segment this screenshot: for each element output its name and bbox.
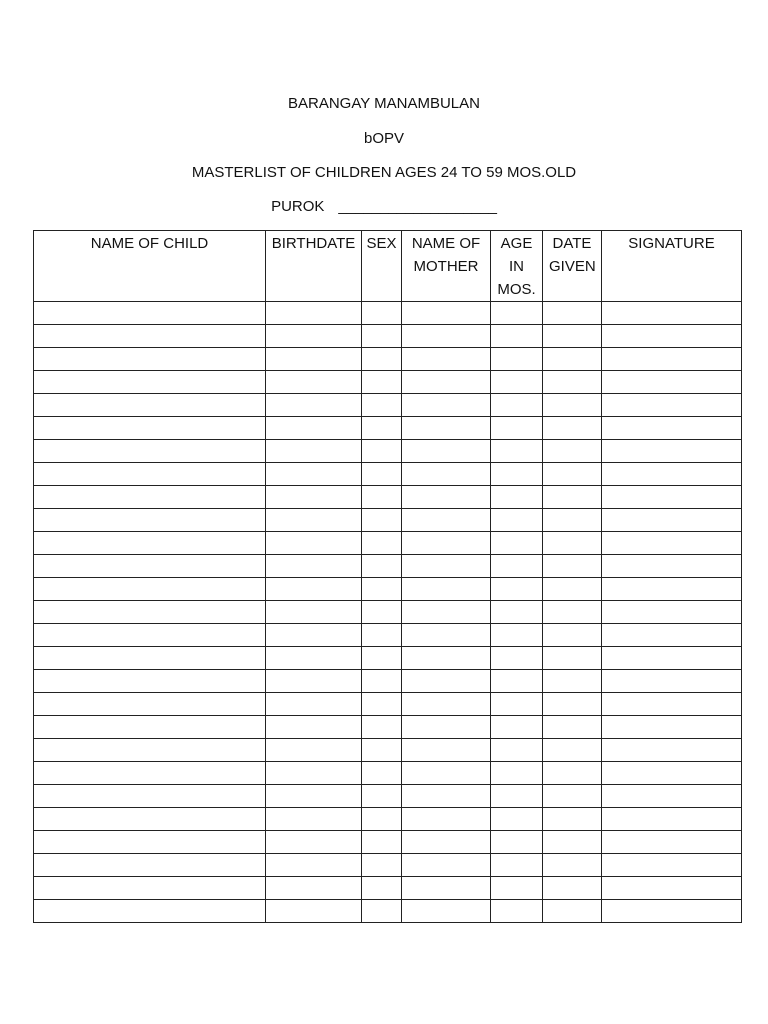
table-cell[interactable]: [491, 394, 543, 417]
table-cell[interactable]: [402, 394, 491, 417]
table-cell[interactable]: [266, 693, 362, 716]
table-cell[interactable]: [266, 302, 362, 325]
table-cell[interactable]: [266, 417, 362, 440]
table-cell[interactable]: [402, 578, 491, 601]
table-cell[interactable]: [266, 647, 362, 670]
header-row: [34, 231, 742, 302]
table-cell[interactable]: [266, 440, 362, 463]
table-cell[interactable]: [543, 440, 602, 463]
table-cell[interactable]: [402, 509, 491, 532]
purok-label: PUROK: [271, 198, 325, 215]
table-cell[interactable]: [602, 578, 742, 601]
table-cell[interactable]: [34, 440, 266, 463]
table-cell[interactable]: [602, 762, 742, 785]
table-cell[interactable]: [402, 785, 491, 808]
column-header-age-in-mos: AGE IN MOS.: [491, 231, 543, 302]
table-cell[interactable]: [266, 555, 362, 578]
table-cell[interactable]: [34, 555, 266, 578]
table-cell[interactable]: [543, 463, 602, 486]
table-cell[interactable]: [362, 440, 402, 463]
table-cell[interactable]: [602, 463, 742, 486]
table-row: [34, 693, 742, 716]
table-cell[interactable]: [543, 739, 602, 762]
table-cell[interactable]: [491, 739, 543, 762]
table-cell[interactable]: [362, 601, 402, 624]
table-cell[interactable]: [602, 440, 742, 463]
table-cell[interactable]: [543, 624, 602, 647]
table-row: [34, 371, 742, 394]
table-cell[interactable]: [491, 808, 543, 831]
table-cell[interactable]: [34, 348, 266, 371]
table-row: [34, 440, 742, 463]
table-cell[interactable]: [266, 463, 362, 486]
table-cell[interactable]: [362, 624, 402, 647]
table-cell[interactable]: [491, 647, 543, 670]
table-cell[interactable]: [491, 302, 543, 325]
table-cell[interactable]: [34, 486, 266, 509]
table-cell[interactable]: [266, 670, 362, 693]
table-cell[interactable]: [543, 325, 602, 348]
table-cell[interactable]: [402, 739, 491, 762]
table-cell[interactable]: [362, 578, 402, 601]
table-cell[interactable]: [362, 808, 402, 831]
table-row: [34, 670, 742, 693]
table-cell[interactable]: [543, 371, 602, 394]
table-cell[interactable]: [34, 417, 266, 440]
table-cell[interactable]: [266, 900, 362, 923]
table-cell[interactable]: [602, 808, 742, 831]
table-cell[interactable]: [34, 762, 266, 785]
table-cell[interactable]: [491, 371, 543, 394]
table-row: [34, 716, 742, 739]
table-row: [34, 555, 742, 578]
table-cell[interactable]: [362, 486, 402, 509]
table-cell[interactable]: [362, 509, 402, 532]
table-cell[interactable]: [34, 739, 266, 762]
table-cell[interactable]: [491, 578, 543, 601]
table-cell[interactable]: [34, 831, 266, 854]
table-cell[interactable]: [602, 348, 742, 371]
masterlist-table: [33, 230, 742, 923]
table-cell[interactable]: [602, 371, 742, 394]
table-cell[interactable]: [266, 831, 362, 854]
table-row: [34, 578, 742, 601]
table-cell[interactable]: [34, 877, 266, 900]
table-cell[interactable]: [402, 371, 491, 394]
column-header-sex: SEX: [362, 231, 402, 302]
table-cell[interactable]: [491, 693, 543, 716]
table-cell[interactable]: [602, 417, 742, 440]
program-heading: bOPV: [363, 130, 405, 147]
column-header-signature: SIGNATURE: [602, 231, 742, 302]
table-cell[interactable]: [402, 325, 491, 348]
table-row: [34, 739, 742, 762]
barangay-heading: BARANGAY MANAMBULAN: [288, 95, 480, 112]
table-cell[interactable]: [34, 716, 266, 739]
table-cell[interactable]: [362, 302, 402, 325]
table-cell[interactable]: [362, 900, 402, 923]
table-cell[interactable]: [491, 440, 543, 463]
table-row: [34, 831, 742, 854]
table-cell[interactable]: [402, 877, 491, 900]
table-cell[interactable]: [491, 463, 543, 486]
table-cell[interactable]: [543, 900, 602, 923]
table-cell[interactable]: [34, 578, 266, 601]
column-header-name-of-mother: NAME OF MOTHER: [402, 231, 491, 302]
table-cell[interactable]: [362, 394, 402, 417]
table-cell[interactable]: [602, 601, 742, 624]
table-row: [34, 486, 742, 509]
table-row: [34, 463, 742, 486]
table-cell[interactable]: [543, 693, 602, 716]
table-cell[interactable]: [402, 440, 491, 463]
masterlist-title: MASTERLIST OF CHILDREN AGES 24 TO 59 MOS.OLD: [191, 164, 577, 181]
table-cell[interactable]: [266, 854, 362, 877]
table-cell[interactable]: [491, 509, 543, 532]
column-header-name-of-child: NAME OF CHILD: [34, 231, 266, 302]
column-header-date-given: DATE GIVEN: [543, 231, 602, 302]
table-cell[interactable]: [402, 555, 491, 578]
table-cell[interactable]: [266, 762, 362, 785]
table-cell[interactable]: [602, 647, 742, 670]
table-cell[interactable]: [362, 670, 402, 693]
table-cell[interactable]: [266, 578, 362, 601]
table-cell[interactable]: [34, 394, 266, 417]
table-cell[interactable]: [602, 785, 742, 808]
table-row: [34, 394, 742, 417]
table-row: [34, 302, 742, 325]
table-cell[interactable]: [34, 532, 266, 555]
table-cell[interactable]: [491, 624, 543, 647]
table-cell[interactable]: [34, 463, 266, 486]
table-cell[interactable]: [602, 509, 742, 532]
table-cell[interactable]: [543, 762, 602, 785]
table-cell[interactable]: [491, 831, 543, 854]
table-cell[interactable]: [402, 716, 491, 739]
table-cell[interactable]: [543, 601, 602, 624]
table-row: [34, 647, 742, 670]
table-cell[interactable]: [362, 348, 402, 371]
table-cell[interactable]: [266, 532, 362, 555]
table-cell[interactable]: [543, 578, 602, 601]
table-cell[interactable]: [602, 486, 742, 509]
table-cell[interactable]: [266, 808, 362, 831]
table-cell[interactable]: [34, 693, 266, 716]
table-cell[interactable]: [266, 394, 362, 417]
table-cell[interactable]: [266, 877, 362, 900]
table-cell[interactable]: [602, 739, 742, 762]
table-cell[interactable]: [491, 877, 543, 900]
table-cell[interactable]: [402, 302, 491, 325]
table-cell[interactable]: [266, 348, 362, 371]
table-cell[interactable]: [402, 808, 491, 831]
table-cell[interactable]: [543, 716, 602, 739]
table-cell[interactable]: [34, 808, 266, 831]
table-cell[interactable]: [402, 532, 491, 555]
table-cell[interactable]: [543, 302, 602, 325]
table-cell[interactable]: [602, 900, 742, 923]
table-cell[interactable]: [362, 854, 402, 877]
table-cell[interactable]: [543, 555, 602, 578]
table-cell[interactable]: [602, 555, 742, 578]
column-header-birthdate: BIRTHDATE: [266, 231, 362, 302]
table-cell[interactable]: [543, 348, 602, 371]
table-cell[interactable]: [362, 739, 402, 762]
table-cell[interactable]: [602, 394, 742, 417]
table-cell[interactable]: [491, 716, 543, 739]
table-cell[interactable]: [602, 877, 742, 900]
table-cell[interactable]: [34, 624, 266, 647]
table-cell[interactable]: [602, 716, 742, 739]
table-cell[interactable]: [543, 532, 602, 555]
table-cell[interactable]: [362, 325, 402, 348]
table-cell[interactable]: [543, 509, 602, 532]
table-cell[interactable]: [266, 325, 362, 348]
table-row: [34, 854, 742, 877]
table-cell[interactable]: [34, 371, 266, 394]
table-cell[interactable]: [34, 854, 266, 877]
table-cell[interactable]: [34, 670, 266, 693]
table-cell[interactable]: [491, 532, 543, 555]
table-row: [34, 348, 742, 371]
table-cell[interactable]: [602, 670, 742, 693]
table-cell[interactable]: [543, 417, 602, 440]
table-cell[interactable]: [266, 601, 362, 624]
table-cell[interactable]: [362, 417, 402, 440]
table-cell[interactable]: [491, 854, 543, 877]
table-cell[interactable]: [34, 302, 266, 325]
purok-line: [0, 198, 768, 216]
table-cell[interactable]: [402, 762, 491, 785]
table-cell[interactable]: [402, 463, 491, 486]
table-row: [34, 417, 742, 440]
table-cell[interactable]: [402, 624, 491, 647]
table-cell[interactable]: [362, 647, 402, 670]
table-cell[interactable]: [602, 854, 742, 877]
table-cell[interactable]: [602, 532, 742, 555]
table-cell[interactable]: [362, 693, 402, 716]
table-cell[interactable]: [491, 601, 543, 624]
table-cell[interactable]: [266, 371, 362, 394]
table-cell[interactable]: [491, 486, 543, 509]
table-cell[interactable]: [602, 831, 742, 854]
table-cell[interactable]: [491, 555, 543, 578]
table-row: [34, 785, 742, 808]
table-cell[interactable]: [362, 785, 402, 808]
table-cell[interactable]: [266, 509, 362, 532]
table-row: [34, 532, 742, 555]
table-cell[interactable]: [362, 463, 402, 486]
table-cell[interactable]: [543, 670, 602, 693]
table-cell[interactable]: [34, 601, 266, 624]
table-row: [34, 808, 742, 831]
table-row: [34, 877, 742, 900]
table-cell[interactable]: [34, 785, 266, 808]
table-cell[interactable]: [491, 348, 543, 371]
table-cell[interactable]: [266, 739, 362, 762]
table-cell[interactable]: [34, 325, 266, 348]
table-cell[interactable]: [602, 624, 742, 647]
table-cell[interactable]: [34, 900, 266, 923]
table-cell[interactable]: [362, 532, 402, 555]
table-cell[interactable]: [266, 785, 362, 808]
table-row: [34, 601, 742, 624]
table-cell[interactable]: [402, 348, 491, 371]
table-cell[interactable]: [602, 693, 742, 716]
table-cell[interactable]: [362, 716, 402, 739]
table-cell[interactable]: [362, 762, 402, 785]
table-cell[interactable]: [402, 417, 491, 440]
table-cell[interactable]: [362, 877, 402, 900]
table-cell[interactable]: [402, 900, 491, 923]
table-cell[interactable]: [266, 624, 362, 647]
table-row: [34, 325, 742, 348]
table-cell[interactable]: [543, 831, 602, 854]
table-cell[interactable]: [491, 325, 543, 348]
table-cell[interactable]: [402, 486, 491, 509]
table-cell[interactable]: [491, 785, 543, 808]
table-cell[interactable]: [491, 900, 543, 923]
table-cell[interactable]: [491, 762, 543, 785]
table-cell[interactable]: [602, 325, 742, 348]
table-cell[interactable]: [402, 831, 491, 854]
table-cell[interactable]: [266, 486, 362, 509]
purok-blank[interactable]: ___________________: [338, 198, 497, 215]
table-row: [34, 900, 742, 923]
table-cell[interactable]: [491, 417, 543, 440]
table-cell[interactable]: [543, 394, 602, 417]
table-cell[interactable]: [543, 647, 602, 670]
table-cell[interactable]: [543, 808, 602, 831]
table-row: [34, 762, 742, 785]
table-cell[interactable]: [362, 555, 402, 578]
table-cell[interactable]: [402, 693, 491, 716]
table-cell[interactable]: [491, 670, 543, 693]
table-cell[interactable]: [266, 716, 362, 739]
table-cell[interactable]: [402, 854, 491, 877]
table-row: [34, 509, 742, 532]
table-cell[interactable]: [543, 785, 602, 808]
table-cell[interactable]: [602, 302, 742, 325]
table-cell[interactable]: [34, 509, 266, 532]
table-cell[interactable]: [362, 371, 402, 394]
table-cell[interactable]: [402, 670, 491, 693]
table-cell[interactable]: [362, 831, 402, 854]
table-row: [34, 624, 742, 647]
table-cell[interactable]: [402, 601, 491, 624]
table-cell[interactable]: [543, 854, 602, 877]
table-cell[interactable]: [543, 877, 602, 900]
table-cell[interactable]: [402, 647, 491, 670]
table-cell[interactable]: [543, 486, 602, 509]
table-cell[interactable]: [34, 647, 266, 670]
